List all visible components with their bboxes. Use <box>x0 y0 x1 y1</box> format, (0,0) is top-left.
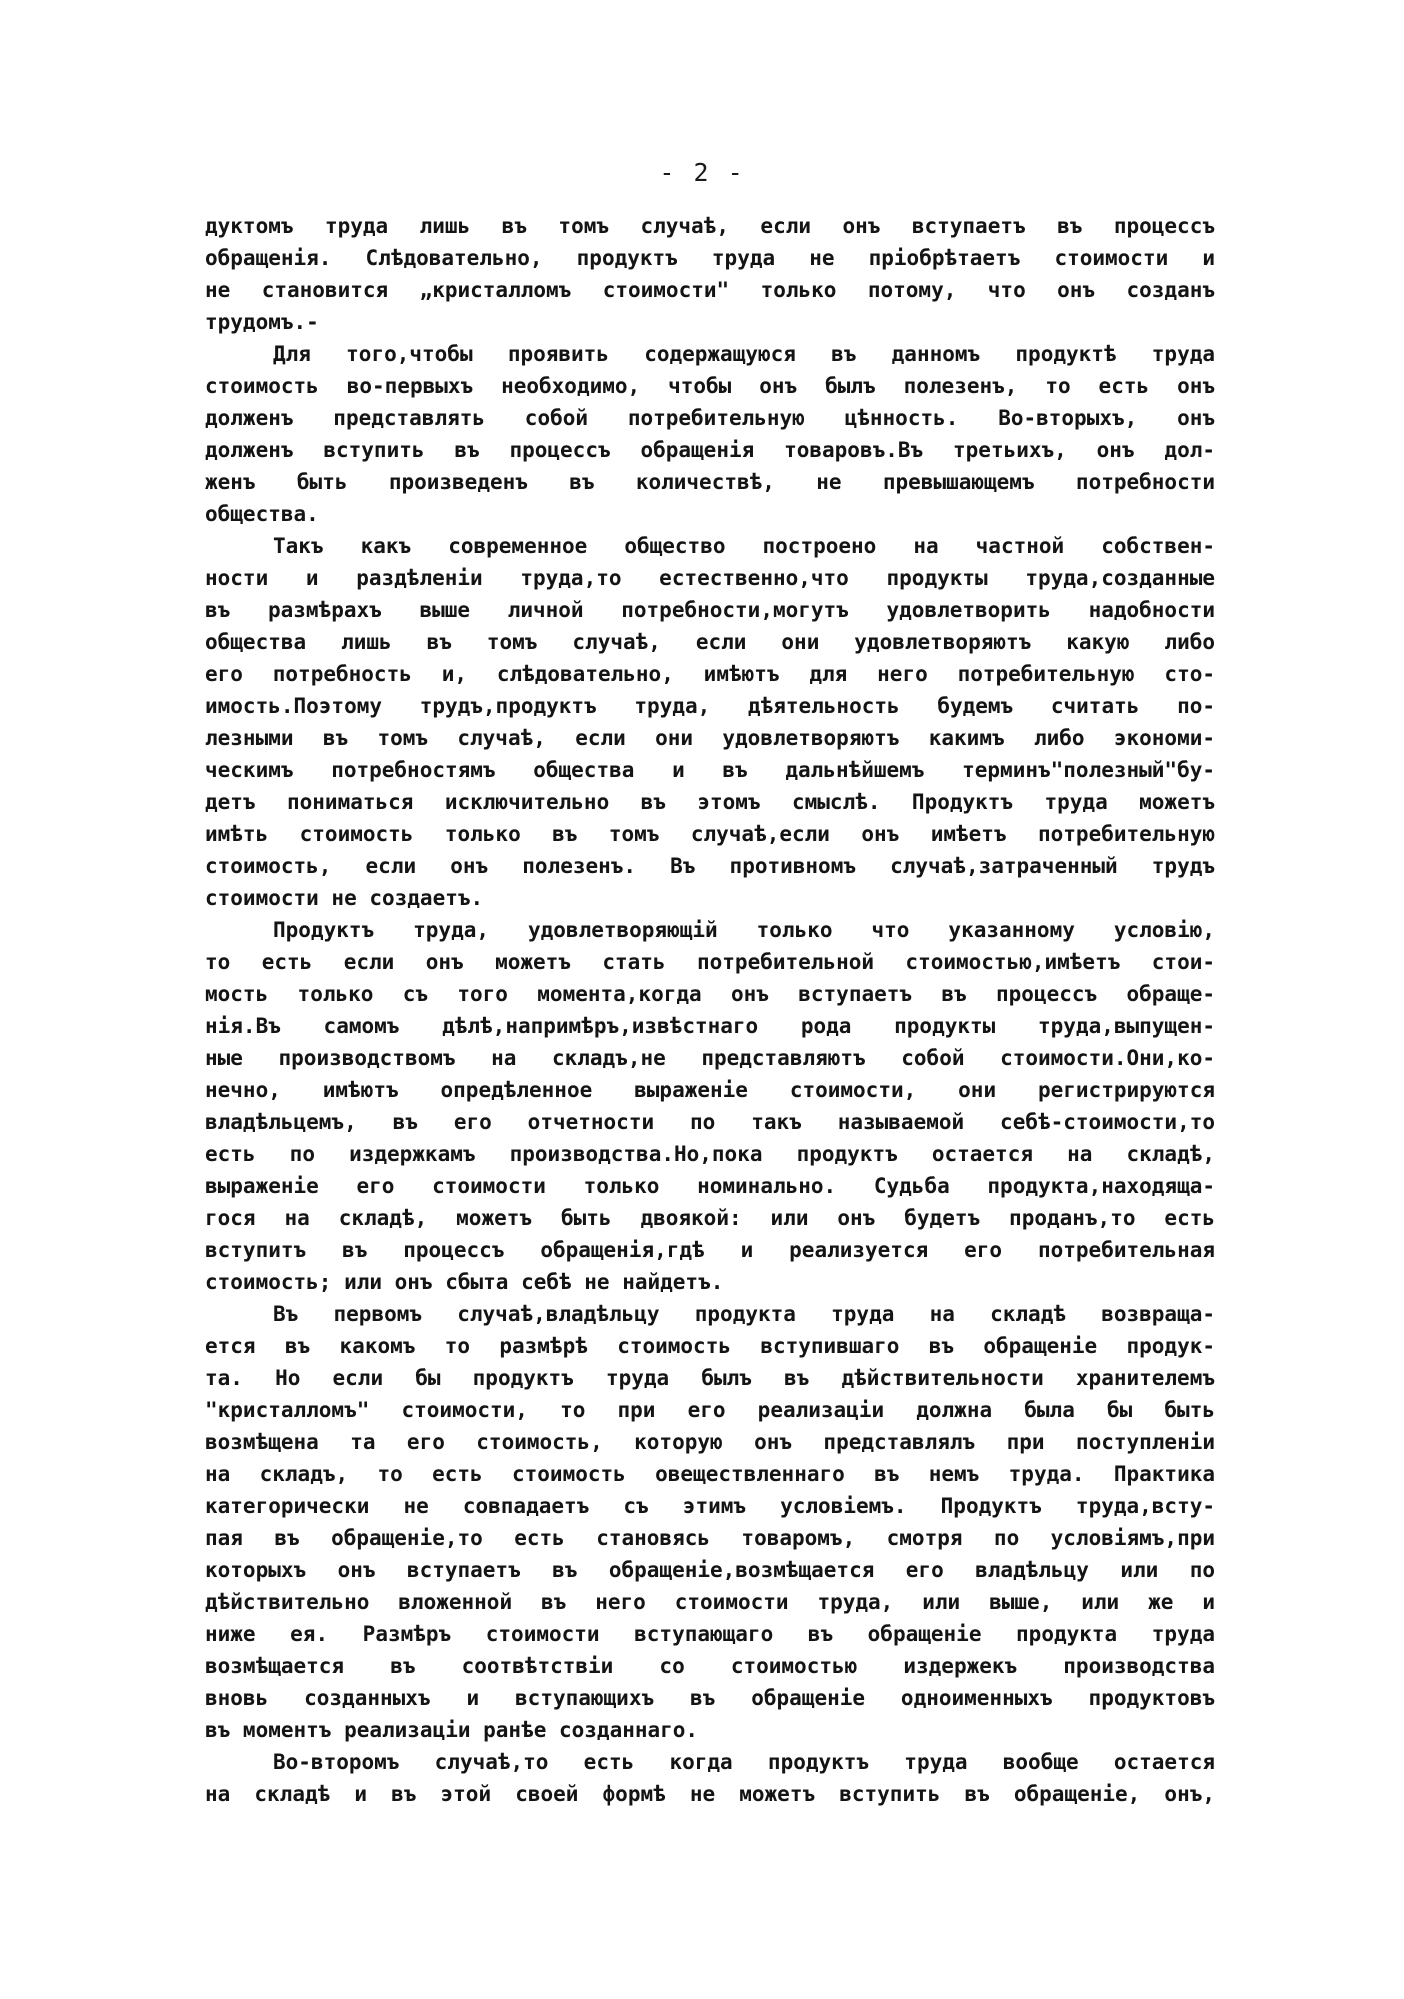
text-line: общества. <box>205 502 319 526</box>
text-line: выраженіе его стоимости только номинально. Судьба продукта,находяща- <box>205 1174 1215 1198</box>
text-line: имѣть стоимость только въ томъ случаѣ,если онъ имѣетъ потребительную <box>205 822 1215 846</box>
text-line: ные производствомъ на складъ,не представляютъ собой стоимости.Они,ко- <box>205 1046 1215 1070</box>
text-line: стоимость, если онъ полезенъ. Въ противномъ случаѣ,затраченный трудъ <box>205 854 1215 878</box>
text-line: пая въ обращеніе,то есть становясь товаромъ, смотря по условіямъ,при <box>205 1526 1215 1550</box>
text-line: дуктомъ труда лишь въ томъ случаѣ, если онъ вступаетъ въ процессъ <box>205 214 1215 238</box>
text-line: ности и раздѣленіи труда,то естественно,что продукты труда,созданные <box>205 566 1215 590</box>
text-line: возмѣщается въ соотвѣтствіи со стоимостью издержекъ производства <box>205 1654 1215 1678</box>
text-line: трудомъ.- <box>205 310 319 334</box>
text-line: долженъ вступить въ процессъ обращенія товаровъ.Въ третьихъ, онъ дол- <box>205 438 1215 462</box>
text-line: гося на складѣ, можетъ быть двоякой: или онъ будетъ проданъ,то есть <box>205 1206 1215 1230</box>
text-line: ниже ея. Размѣръ стоимости вступающаго въ обращеніе продукта труда <box>205 1622 1215 1646</box>
text-line: не становится „кристалломъ стоимости" только потому, что онъ созданъ <box>205 278 1215 302</box>
text-line: Для того,чтобы проявить содержащуюся въ данномъ продуктѣ труда <box>273 342 1215 366</box>
page-number: - 2 - <box>659 158 745 187</box>
text-line: мость только съ того момента,когда онъ вступаетъ въ процессъ обраще- <box>205 982 1215 1006</box>
text-line: ческимъ потребностямъ общества и въ дальнѣйшемъ терминъ"полезный"бу- <box>205 758 1215 782</box>
text-line: Въ первомъ случаѣ,владѣльцу продукта труда на складѣ возвраща- <box>273 1302 1215 1326</box>
text-line: дѣйствительно вложенной въ него стоимости труда, или выше, или же и <box>205 1590 1215 1614</box>
text-line: въ размѣрахъ выше личной потребности,могутъ удовлетворить надобности <box>205 598 1215 622</box>
text-line: то есть если онъ можетъ стать потребительной стоимостью,имѣетъ стои- <box>205 950 1215 974</box>
text-line: та. Но если бы продуктъ труда былъ въ дѣйствительности хранителемъ <box>205 1366 1215 1390</box>
body-text <box>205 210 1215 1810</box>
text-line: Во-второмъ случаѣ,то есть когда продуктъ труда вообще остается <box>273 1750 1215 1774</box>
text-line: нечно, имѣютъ опредѣленное выраженіе стоимости, они регистрируются <box>205 1078 1215 1102</box>
text-line: стоимость во-первыхъ необходимо, чтобы онъ былъ полезенъ, то есть онъ <box>205 374 1215 398</box>
text-line: стоимость; или онъ сбыта себѣ не найдетъ. <box>205 1270 724 1294</box>
text-line: вступитъ въ процессъ обращенія,гдѣ и реализуется его потребительная <box>205 1238 1215 1262</box>
text-line: на складѣ и въ этой своей формѣ не можетъ вступить въ обращеніе, онъ, <box>205 1782 1215 1806</box>
text-line: его потребность и, слѣдовательно, имѣютъ для него потребительную сто- <box>205 662 1215 686</box>
text-line: категорически не совпадаетъ съ этимъ условіемъ. Продуктъ труда,всту- <box>205 1494 1215 1518</box>
text-line: имость.Поэтому трудъ,продуктъ труда, дѣятельность будемъ считать по- <box>205 694 1215 718</box>
text-line: "кристалломъ" стоимости, то при его реализаціи должна была бы быть <box>205 1398 1215 1422</box>
text-line: въ моментъ реализаціи ранѣе созданнаго. <box>205 1718 699 1742</box>
text-line: возмѣщена та его стоимость, которую онъ представлялъ при поступленіи <box>205 1430 1215 1454</box>
text-line: Продуктъ труда, удовлетворяющій только что указанному условію, <box>273 918 1215 942</box>
text-line: детъ пониматься исключительно въ этомъ смыслѣ. Продуктъ труда можетъ <box>205 790 1215 814</box>
text-line: общества лишь въ томъ случаѣ, если они удовлетворяютъ какую либо <box>205 630 1215 654</box>
text-line: ется въ какомъ то размѣрѣ стоимость вступившаго въ обращеніе продук- <box>205 1334 1215 1358</box>
text-line: обращенія. Слѣдовательно, продуктъ труда не пріобрѣтаетъ стоимости и <box>205 246 1215 270</box>
text-line: женъ быть произведенъ въ количествѣ, не превышающемъ потребности <box>205 470 1215 494</box>
text-line: владѣльцемъ, въ его отчетности по такъ называемой себѣ-стоимости,то <box>205 1110 1215 1134</box>
text-line: Такъ какъ современное общество построено на частной собствен- <box>273 534 1215 558</box>
text-line: лезными въ томъ случаѣ, если они удовлетворяютъ какимъ либо экономи- <box>205 726 1215 750</box>
text-line: вновь созданныхъ и вступающихъ въ обращеніе одноименныхъ продуктовъ <box>205 1686 1215 1710</box>
text-line: есть по издержкамъ производства.Но,пока продуктъ остается на складѣ, <box>205 1142 1215 1166</box>
text-line: стоимости не создаетъ. <box>205 886 484 910</box>
text-line: на складъ, то есть стоимость овеществленнаго въ немъ труда. Практика <box>205 1462 1215 1486</box>
text-line: долженъ представлять собой потребительную цѣнность. Во-вторыхъ, онъ <box>205 406 1215 430</box>
text-line: которыхъ онъ вступаетъ въ обращеніе,возмѣщается его владѣльцу или по <box>205 1558 1215 1582</box>
text-line: нія.Въ самомъ дѣлѣ,напримѣръ,извѣстнаго рода продукты труда,выпущен- <box>205 1014 1215 1038</box>
